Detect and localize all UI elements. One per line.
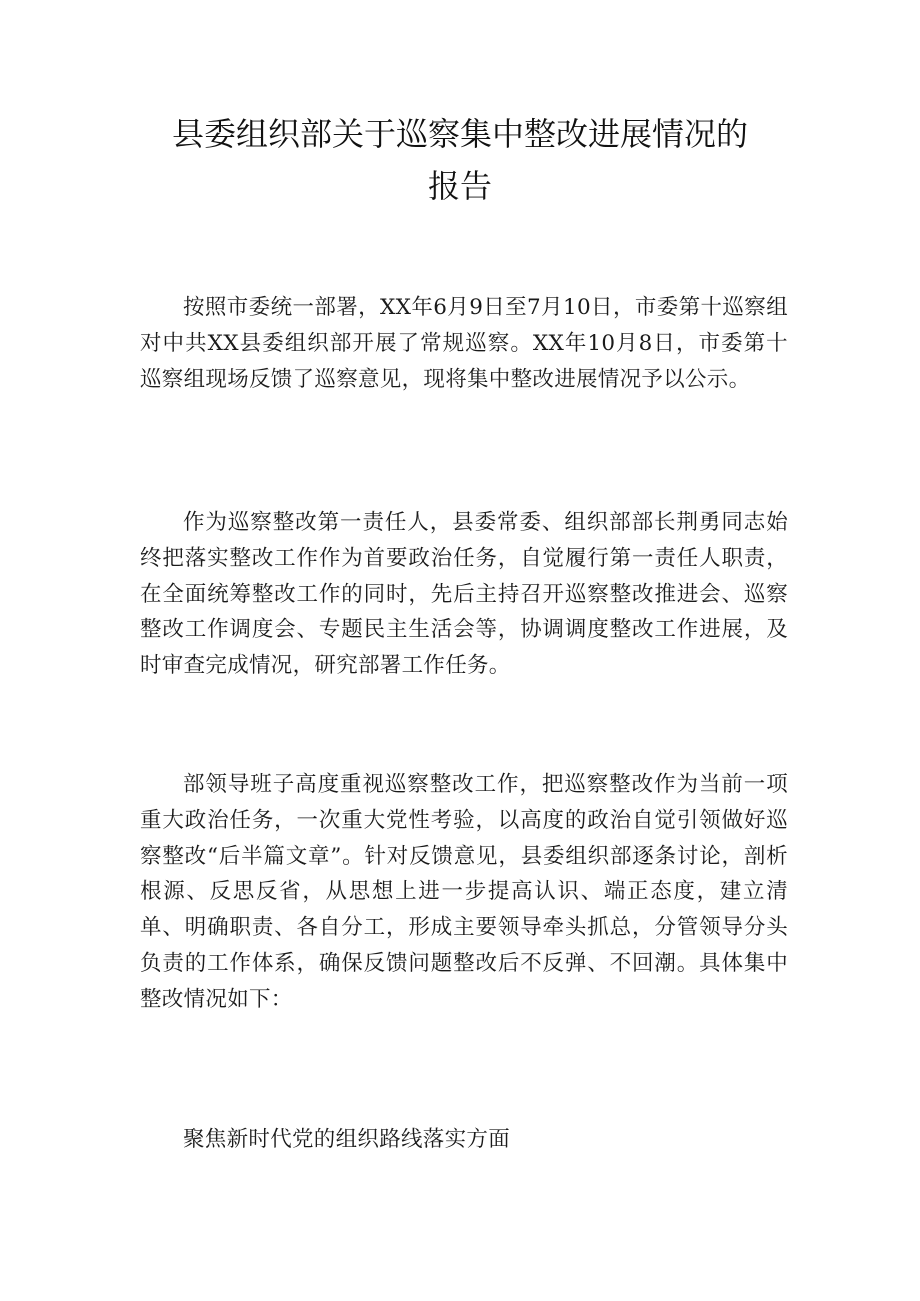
document-title-line-1: 县委组织部关于巡察集中整改进展情况的 (171, 115, 748, 153)
document-title-line-2: 报告 (427, 167, 492, 205)
paragraph-leadership: 部领导班子高度重视巡察整改工作，把巡察整改作为当前一项重大政治任务，一次重大党性考验，以高度的政治自觉引领做好巡察整改“后半篇文章”。针对反馈意见，县委组织部逐条讨论，剖析根源、反思反省，从思想上进一步提高认识、端正态度，建立清单、明确职责、各自分工，形成主要领导牵头抓总，分管领导分头负责的工作体系，确保反馈问题整改后不反弹、不回潮。具体集中整改情况如下： (140, 772, 788, 1012)
section-heading: 聚焦新时代党的组织路线落实方面 (183, 1127, 511, 1152)
paragraph-intro: 按照市委统一部署，XX年6月9日至7月10日，市委第十巡察组对中共XX县委组织部开展了常规巡察。XX年10月8日，市委第十巡察组现场反馈了巡察意见，现将集中整改进展情况予以公示。 (140, 295, 788, 392)
paragraph-responsibility: 作为巡察整改第一责任人，县委常委、组织部部长荆勇同志始终把落实整改工作作为首要政治任务，自觉履行第一责任人职责，在全面统筹整改工作的同时，先后主持召开巡察整改推进会、巡察整改工作调度会、专题民主生活会等，协调调度整改工作进展，及时审查完成情况，研究部署工作任务。 (140, 510, 788, 679)
